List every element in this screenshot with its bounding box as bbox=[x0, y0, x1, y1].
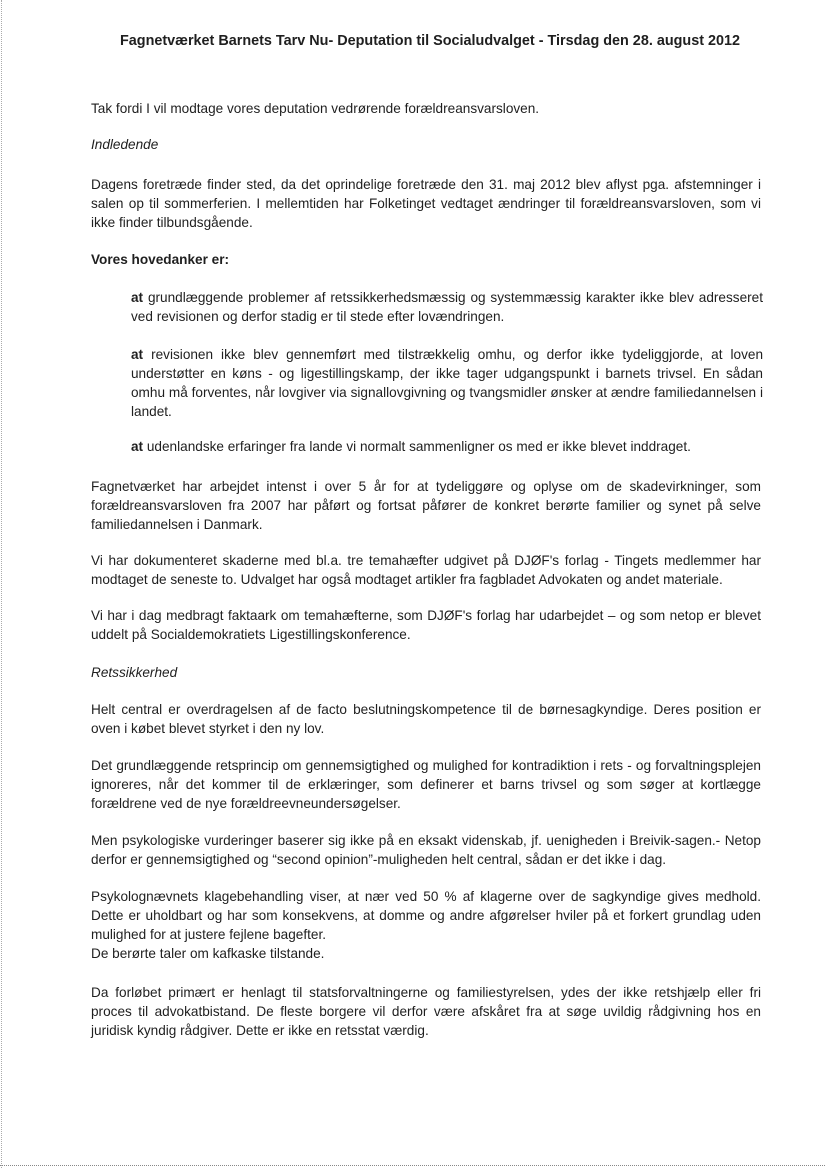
point-2 bbox=[131, 345, 763, 421]
point-3-text: udenlandske erfaringer fra lande vi normalt sammenligner os med er ikke blevet inddraget. bbox=[146, 439, 691, 454]
point-2-text: revisionen ikke blev gennemført med tilstrækkelig omhu, og derfor ikke tydeliggjorde, at loven understøtter en køns - og ligestillingskamp, der ikke tager udgangspunkt i barnets trivsel. En sådan omhu må forventes, når lovgiver via signallovgivning og tvangsmidler ønsker at ændre familiedannelsen i landet. bbox=[131, 347, 764, 419]
paragraph-8-main: Psykolognævnets klagebehandling viser, at nær ved 50 % af klagerne over de sagkyndige gives medhold. Dette er uholdbart og har som konsekvens, at domme og andre afgørelser hviler på et forkert grundlag uden mulighed for at justere fejlene bagefter. bbox=[91, 889, 761, 942]
paragraph-2: Fagnetværket har arbejdet intenst i over 5 år for at tydeliggøre og oplyse om de skadevirkninger, som forældreansvarsloven fra 2007 har påført og fortsat påfører de konkret berørte familier og synet på selve familiedannelsen i Danmark. bbox=[91, 479, 761, 532]
point-2-lead: at bbox=[131, 347, 144, 362]
point-3 bbox=[131, 437, 763, 456]
point-3-lead: at bbox=[131, 439, 144, 454]
paragraph-8 bbox=[91, 887, 761, 963]
paragraph-6: Det grundlæggende retsprincip om gennemsigtighed og mulighed for kontradiktion i rets - og forvaltningsplejen ignoreres, når det kommer til de erklæringer, som definerer et barns trivsel og som søger at kortlægge forældrene ved de nye forældreevneundersøgelser. bbox=[91, 758, 761, 811]
intro-paragraph: Tak fordi I vil modtage vores deputation vedrørende forældreansvarsloven. bbox=[91, 101, 540, 116]
page-header: Fagnetværket Barnets Tarv Nu- Deputation til Socialudvalget - Tirsdag den 28. august 2012 bbox=[119, 33, 740, 49]
main-points-heading: Vores hovedanker er: bbox=[91, 252, 230, 267]
point-1-text: grundlæggende problemer af retssikkerhedsmæssig og systemmæssig karakter ikke blev adresseret ved revisionen og derfor stadig er til stede efter lovændringen. bbox=[131, 290, 763, 324]
paragraph-7: Men psykologiske vurderinger baserer sig ikke på en eksakt videnskab, jf. uenigheden i Breivik-sagen.- Netop derfor er gennemsigtighed og “second opinion”-muligheden helt central, sådan er det ikke i dag. bbox=[91, 833, 761, 867]
paragraph-5: Helt central er overdragelsen af de facto beslutningskompetence til de børnesagkyndige. Deres position er oven i købet blevet styrket i den ny lov. bbox=[91, 702, 761, 736]
paragraph-8-last-line: De berørte taler om kafkaske tilstande. bbox=[91, 946, 325, 961]
point-1 bbox=[131, 288, 763, 326]
section-heading-retssikkerhed: Retssikkerhed bbox=[91, 665, 178, 680]
paragraph-1: Dagens foretræde finder sted, da det oprindelige foretræde den 31. maj 2012 blev aflyst pga. afstemninger i salen op til sommerferien. I mellemtiden har Folketinget vedtaget ændringer til forældreansvarsloven, som vi ikke finder tilbundsgående. bbox=[91, 177, 761, 230]
section-heading-indledende: Indledende bbox=[91, 137, 159, 152]
paragraph-9: Da forløbet primært er henlagt til statsforvaltningerne og familiestyrelsen, ydes der ikke retshjælp eller fri proces til advokatbistand. De fleste borgere vil derfor være afskåret fra at søge uvildig rådgivning hos en juridisk kyndig rådgiver. Dette er ikke en retsstat værdig. bbox=[91, 985, 761, 1038]
paragraph-4: Vi har i dag medbragt faktaark om temahæfterne, som DJØF's forlag har udarbejdet – og som netop er blevet uddelt på Socialdemokratiets Ligestillingskonference. bbox=[91, 608, 761, 642]
paragraph-3: Vi har dokumenteret skaderne med bl.a. tre temahæfter udgivet på DJØF's forlag - Tingets medlemmer har modtaget de seneste to. Udvalget har også modtaget artikler fra fagbladet Advokaten og andet materiale. bbox=[91, 553, 761, 587]
scan-bottom-edge bbox=[0, 1165, 825, 1166]
point-1-lead: at bbox=[131, 290, 144, 305]
scan-edge-line bbox=[1, 0, 2, 1168]
